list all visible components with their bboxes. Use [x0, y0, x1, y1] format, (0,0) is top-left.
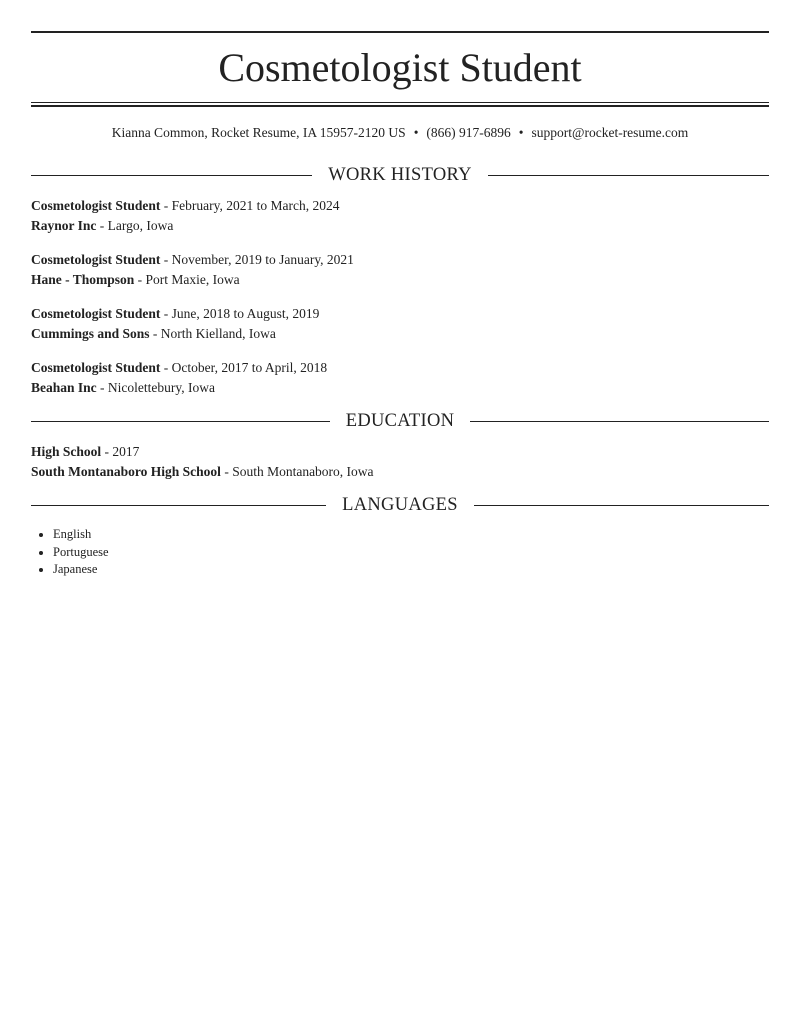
job-title: Cosmetologist Student [31, 306, 161, 321]
divider [31, 175, 312, 176]
job-dates: June, 2018 to August, 2019 [171, 306, 320, 321]
education-school: South Montanaboro High School [31, 464, 221, 479]
section-heading-work-history [31, 163, 769, 187]
job-title-line: Cosmetologist Student - November, 2019 to January, 2021 [31, 252, 354, 267]
job-company-line: Hane - Thompson - Port Maxie, Iowa [31, 272, 240, 287]
job-company: Beahan Inc [31, 380, 97, 395]
education-location: South Montanaboro, Iowa [232, 464, 374, 479]
job-location: North Kielland, Iowa [160, 326, 276, 341]
job-company: Cummings and Sons [31, 326, 150, 341]
job-dates: November, 2019 to January, 2021 [171, 252, 354, 267]
title-double-rule [31, 102, 769, 107]
job-title-line: Cosmetologist Student - February, 2021 to March, 2024 [31, 198, 340, 213]
job-company-line: Cummings and Sons - North Kielland, Iowa [31, 326, 276, 341]
contact-phone: (866) 917-6896 [426, 125, 511, 140]
job-dates: February, 2021 to March, 2024 [171, 198, 340, 213]
divider [31, 421, 330, 422]
education-entry [31, 442, 769, 482]
job-company: Raynor Inc [31, 218, 97, 233]
job-entry [31, 250, 769, 290]
divider [31, 505, 326, 506]
languages-list [31, 526, 109, 579]
job-company-line: Raynor Inc - Largo, Iowa [31, 218, 174, 233]
education-school-line: South Montanaboro High School - South Montanaboro, Iowa [31, 464, 374, 479]
job-location: Port Maxie, Iowa [145, 272, 240, 287]
top-rule [31, 31, 769, 33]
section-heading-education [31, 409, 769, 433]
divider [488, 175, 769, 176]
job-company-line: Beahan Inc - Nicolettebury, Iowa [31, 380, 215, 395]
bullet-separator: • [518, 125, 524, 140]
job-location: Largo, Iowa [107, 218, 174, 233]
contact-address: Kianna Common, Rocket Resume, IA 15957-2120 US [111, 125, 406, 140]
contact-email: support@rocket-resume.com [531, 125, 689, 140]
job-title: Cosmetologist Student [31, 360, 161, 375]
job-location: Nicolettebury, Iowa [107, 380, 215, 395]
section-heading-languages [31, 493, 769, 517]
section-title: LANGUAGES [342, 494, 458, 515]
contact-line [31, 124, 769, 142]
language-item: • Japanese [53, 561, 109, 579]
job-entry [31, 196, 769, 236]
language-item: • English [53, 526, 109, 544]
job-title: Cosmetologist Student [31, 198, 161, 213]
job-entry [31, 358, 769, 398]
section-title: WORK HISTORY [328, 164, 472, 185]
education-degree: High School [31, 444, 102, 459]
section-title: EDUCATION [345, 410, 455, 431]
job-company: Hane - Thompson [31, 272, 135, 287]
resume-title: Cosmetologist Student [218, 45, 582, 90]
job-title: Cosmetologist Student [31, 252, 161, 267]
education-degree-line: High School - 2017 [31, 444, 140, 459]
job-dates: October, 2017 to April, 2018 [171, 360, 328, 375]
job-entry [31, 304, 769, 344]
language-item: • Portuguese [53, 544, 109, 562]
divider [470, 421, 769, 422]
job-title-line: Cosmetologist Student - June, 2018 to August, 2019 [31, 306, 320, 321]
divider [474, 505, 769, 506]
job-title-line: Cosmetologist Student - October, 2017 to April, 2018 [31, 360, 328, 375]
bullet-separator: • [413, 125, 419, 140]
education-year: 2017 [112, 444, 140, 459]
